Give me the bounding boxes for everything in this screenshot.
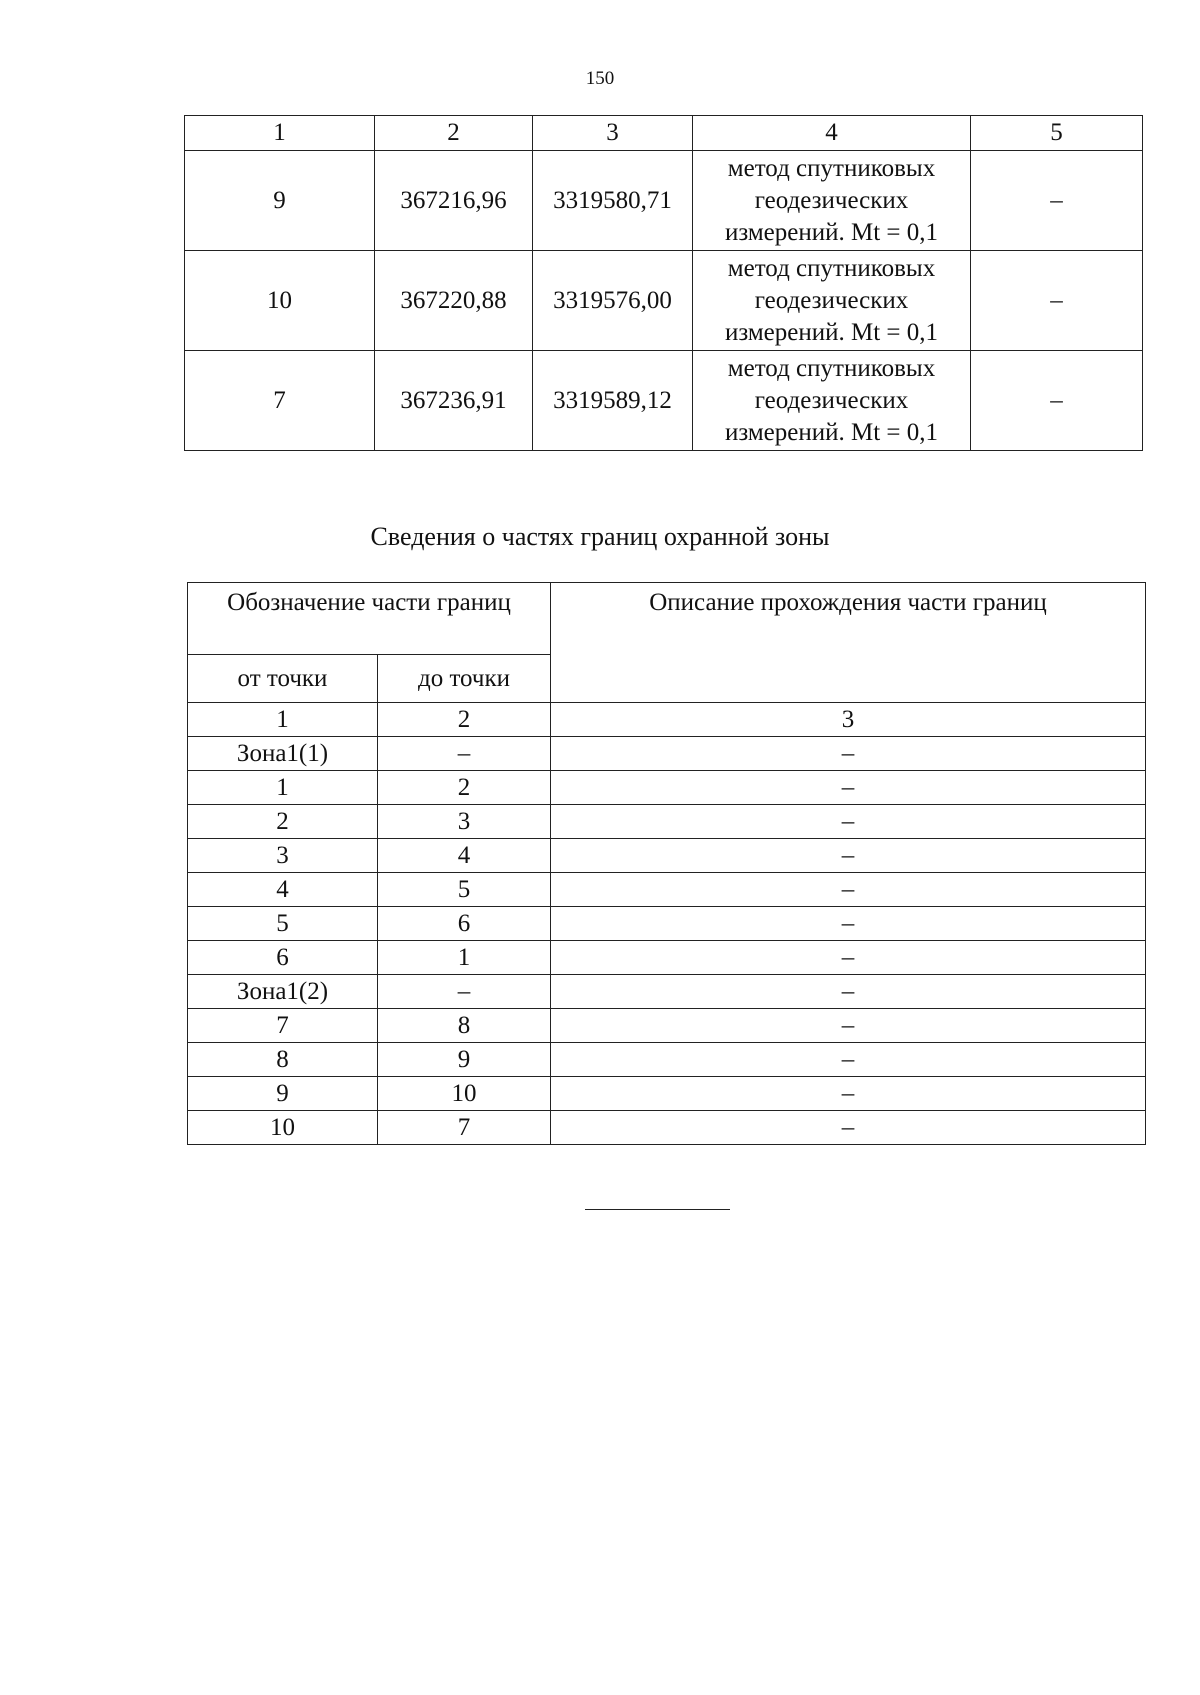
to-point-cell: 5	[378, 873, 551, 907]
coordinates-header-row	[185, 116, 1143, 151]
coordinates-table	[184, 115, 1143, 451]
parts-header-row	[188, 583, 1146, 655]
from-point-cell: 5	[188, 907, 378, 941]
to-point-cell: 10	[378, 1077, 551, 1111]
to-point-cell: 3	[378, 805, 551, 839]
from-point-cell: 4	[188, 873, 378, 907]
description-cell: –	[551, 1111, 1146, 1145]
table-row	[185, 351, 1143, 451]
from-point-cell: 10	[188, 1111, 378, 1145]
method-line: измерений. Mt = 0,1	[724, 418, 939, 446]
method-cell	[693, 251, 971, 351]
coordinates-header-cell: 4	[693, 116, 971, 151]
from-point-cell: 6	[188, 941, 378, 975]
coordinates-header-cell: 1	[185, 116, 375, 151]
boundary-parts-table	[187, 582, 1146, 1145]
to-point-cell: 1	[378, 941, 551, 975]
description-cell: –	[551, 771, 1146, 805]
note-cell: –	[971, 351, 1143, 451]
page-number: 150	[585, 68, 615, 89]
description-cell: –	[551, 975, 1146, 1009]
note-cell: –	[971, 251, 1143, 351]
description-cell: –	[551, 873, 1146, 907]
to-point-cell: 4	[378, 839, 551, 873]
table-row	[188, 941, 1146, 975]
description-cell: –	[551, 941, 1146, 975]
from-point-cell: 7	[188, 1009, 378, 1043]
coordinates-header-cell: 2	[375, 116, 533, 151]
from-point-cell: 9	[188, 1077, 378, 1111]
table-row	[188, 737, 1146, 771]
table-row	[188, 1043, 1146, 1077]
method-line: измерений. Mt = 0,1	[724, 318, 939, 346]
table-row	[188, 771, 1146, 805]
table-row	[188, 805, 1146, 839]
parts-numbering-row	[188, 703, 1146, 737]
from-point-cell: 8	[188, 1043, 378, 1077]
description-cell: –	[551, 737, 1146, 771]
method-line: геодезических	[754, 286, 909, 314]
numbering-cell: 1	[188, 703, 378, 737]
point-number-cell: 9	[185, 151, 375, 251]
table-row	[185, 251, 1143, 351]
description-header: Описание прохождения части границ	[551, 583, 1146, 703]
to-point-cell: 9	[378, 1043, 551, 1077]
description-cell: –	[551, 907, 1146, 941]
description-cell: –	[551, 1077, 1146, 1111]
description-cell: –	[551, 839, 1146, 873]
method-line: измерений. Mt = 0,1	[724, 218, 939, 246]
x-coordinate-cell: 367216,96	[375, 151, 533, 251]
designation-header: Обозначение части границ	[188, 583, 551, 655]
table-row	[185, 151, 1143, 251]
to-point-cell: 7	[378, 1111, 551, 1145]
description-cell: –	[551, 1043, 1146, 1077]
end-divider-line	[585, 1209, 730, 1210]
y-coordinate-cell: 3319576,00	[533, 251, 693, 351]
numbering-cell: 2	[378, 703, 551, 737]
point-number-cell: 7	[185, 351, 375, 451]
x-coordinate-cell: 367236,91	[375, 351, 533, 451]
method-cell	[693, 351, 971, 451]
table-row	[188, 1077, 1146, 1111]
description-cell: –	[551, 1009, 1146, 1043]
to-point-cell: 2	[378, 771, 551, 805]
section-title: Сведения о частях границ охранной зоны	[370, 522, 830, 551]
description-cell: –	[551, 805, 1146, 839]
from-point-cell: 1	[188, 771, 378, 805]
numbering-cell: 3	[551, 703, 1146, 737]
point-number-cell: 10	[185, 251, 375, 351]
from-point-cell: 2	[188, 805, 378, 839]
to-point-cell: –	[378, 737, 551, 771]
table-row	[188, 873, 1146, 907]
table-row	[188, 1111, 1146, 1145]
to-point-cell: –	[378, 975, 551, 1009]
to-point-header: до точки	[378, 655, 551, 703]
method-line: метод спутниковых	[727, 154, 936, 182]
method-line: метод спутниковых	[727, 354, 936, 382]
method-cell	[693, 151, 971, 251]
y-coordinate-cell: 3319589,12	[533, 351, 693, 451]
table-row	[188, 839, 1146, 873]
table-row	[188, 907, 1146, 941]
to-point-cell: 6	[378, 907, 551, 941]
from-point-cell: Зона1(2)	[188, 975, 378, 1009]
from-point-header: от точки	[188, 655, 378, 703]
method-line: метод спутниковых	[727, 254, 936, 282]
table-row	[188, 1009, 1146, 1043]
from-point-cell: Зона1(1)	[188, 737, 378, 771]
note-cell: –	[971, 151, 1143, 251]
coordinates-header-cell: 3	[533, 116, 693, 151]
from-point-cell: 3	[188, 839, 378, 873]
x-coordinate-cell: 367220,88	[375, 251, 533, 351]
to-point-cell: 8	[378, 1009, 551, 1043]
coordinates-header-cell: 5	[971, 116, 1143, 151]
method-line: геодезических	[754, 386, 909, 414]
y-coordinate-cell: 3319580,71	[533, 151, 693, 251]
method-line: геодезических	[754, 186, 909, 214]
table-row	[188, 975, 1146, 1009]
